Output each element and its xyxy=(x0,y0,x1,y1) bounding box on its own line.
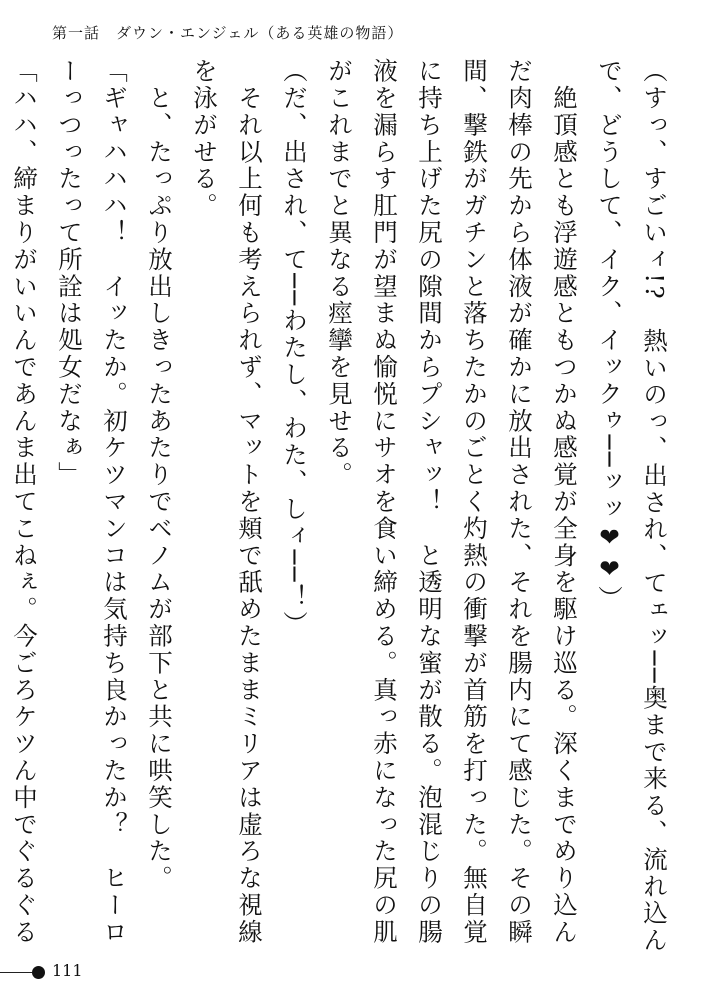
paragraph-1: （すっ、すごいィ!? 熱いのっ、出され、てェッ──奥まで来る、流れ込んで、どうして、イク、イックゥ──ッッ❤❤） xyxy=(595,58,669,954)
page-number: 111 xyxy=(52,961,83,980)
running-header: 第一話 ダウン・エンジェル（ある英雄の物語） xyxy=(52,24,404,42)
paragraph-5: と、たっぷり放出しきったあたりでベノムが部下と共に哄笑した。 xyxy=(145,58,174,892)
paragraph-4: それ以上何も考えられず、マットを頬で舐めたままミリアは虚ろな視線を泳がせる。 xyxy=(190,58,264,946)
footer-dot-icon xyxy=(32,966,45,979)
paragraph-3: （だ、出され、て──わたし、わた、しィ──！） xyxy=(280,58,309,638)
paragraph-6: 「ギャハハハ！ イッたか。初ケツマンコは気持ち良かったか？ ヒーローっつったって所詮は処女だなぁ」 xyxy=(55,58,129,946)
paragraph-2: 絶頂感とも浮遊感ともつかぬ感覚が全身を駆け巡る。深くまでめり込んだ肉棒の先から体液が確かに放出された、それを腸内にて感じた。その瞬間、撃鉄がガチンと落ちたかのごとく灼熱の衝撃が首筋を打った。無自覚に持ち上げた尻の隙間からプシャッ！ と透明な蜜が散る。泡混じりの腸液を漏らす肛門が望まぬ愉悦にサオを食い締める。真っ赤になった尻の肌がこれまでと異なる痙攣を見せる。 xyxy=(325,58,579,946)
novel-body-text xyxy=(10,58,677,958)
footer-rule xyxy=(0,972,32,973)
paragraph-7: 「ハハ、締まりがいいんであんま出てこねぇ。今ごろケツん中でぐるぐる xyxy=(10,58,39,946)
page-footer xyxy=(0,961,150,985)
